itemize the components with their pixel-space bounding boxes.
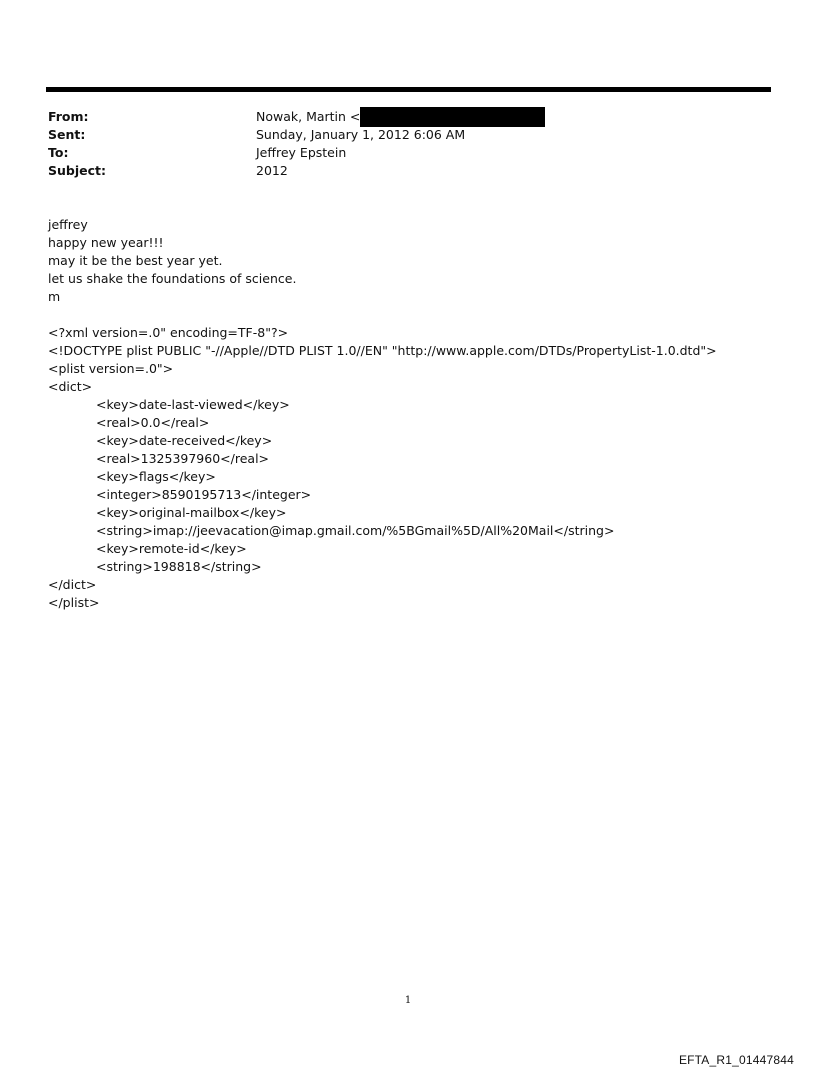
page-number: 1	[404, 995, 412, 1006]
from-row	[48, 108, 748, 126]
sent-label: Sent:	[48, 127, 86, 142]
email-header	[48, 108, 748, 180]
message-line: jeffrey	[48, 217, 88, 232]
from-label: From:	[48, 109, 89, 124]
plist-line: <dict>	[48, 379, 93, 394]
plist-dict-line: <key>date-last-viewed</key>	[96, 397, 290, 412]
from-sender: Nowak, Martin <	[256, 109, 361, 124]
message-line: happy new year!!!	[48, 235, 164, 250]
plist-dict-line: <key>remote-id</key>	[96, 541, 247, 556]
plist-line: <?xml version=.0" encoding=TF-8"?>	[48, 325, 289, 340]
subject-label: Subject:	[48, 163, 106, 178]
to-row	[48, 144, 748, 162]
plist-dict-line: <key>date-received</key>	[96, 433, 273, 448]
redaction-block	[360, 107, 545, 127]
to-label: To:	[48, 145, 69, 160]
plist-dict-line: <real>1325397960</real>	[96, 451, 270, 466]
sent-row	[48, 126, 748, 144]
message-line: may it be the best year yet.	[48, 253, 223, 268]
plist-closing-line: </plist>	[48, 595, 100, 610]
paragraph-spacer	[48, 306, 788, 324]
plist-dict-line: <real>0.0</real>	[96, 415, 210, 430]
plist-line: <!DOCTYPE plist PUBLIC "-//Apple//DTD PLIST 1.0//EN" "http://www.apple.com/DTDs/PropertyList-1.0.dtd">	[48, 343, 717, 358]
subject-row	[48, 162, 748, 180]
plist-dict-line: <integer>8590195713</integer>	[96, 487, 312, 502]
plist-line: <plist version=.0">	[48, 361, 174, 376]
plist-dict-line: <key>flags</key>	[96, 469, 216, 484]
plist-dict-line: <string>imap://jeevacation@imap.gmail.com/%5BGmail%5D/All%20Mail</string>	[96, 523, 615, 538]
email-body	[48, 216, 788, 612]
header-divider	[46, 87, 771, 92]
to-value: Jeffrey Epstein	[256, 145, 347, 160]
message-line: m	[48, 289, 61, 304]
plist-dict-line: <key>original-mailbox</key>	[96, 505, 287, 520]
from-value	[256, 108, 545, 127]
plist-dict-line: <string>198818</string>	[96, 559, 262, 574]
document-id: EFTA_R1_01447844	[678, 1053, 794, 1067]
sent-value: Sunday, January 1, 2012 6:06 AM	[256, 127, 466, 142]
plist-closing-line: </dict>	[48, 577, 97, 592]
subject-value: 2012	[256, 163, 288, 178]
message-line: let us shake the foundations of science.	[48, 271, 297, 286]
